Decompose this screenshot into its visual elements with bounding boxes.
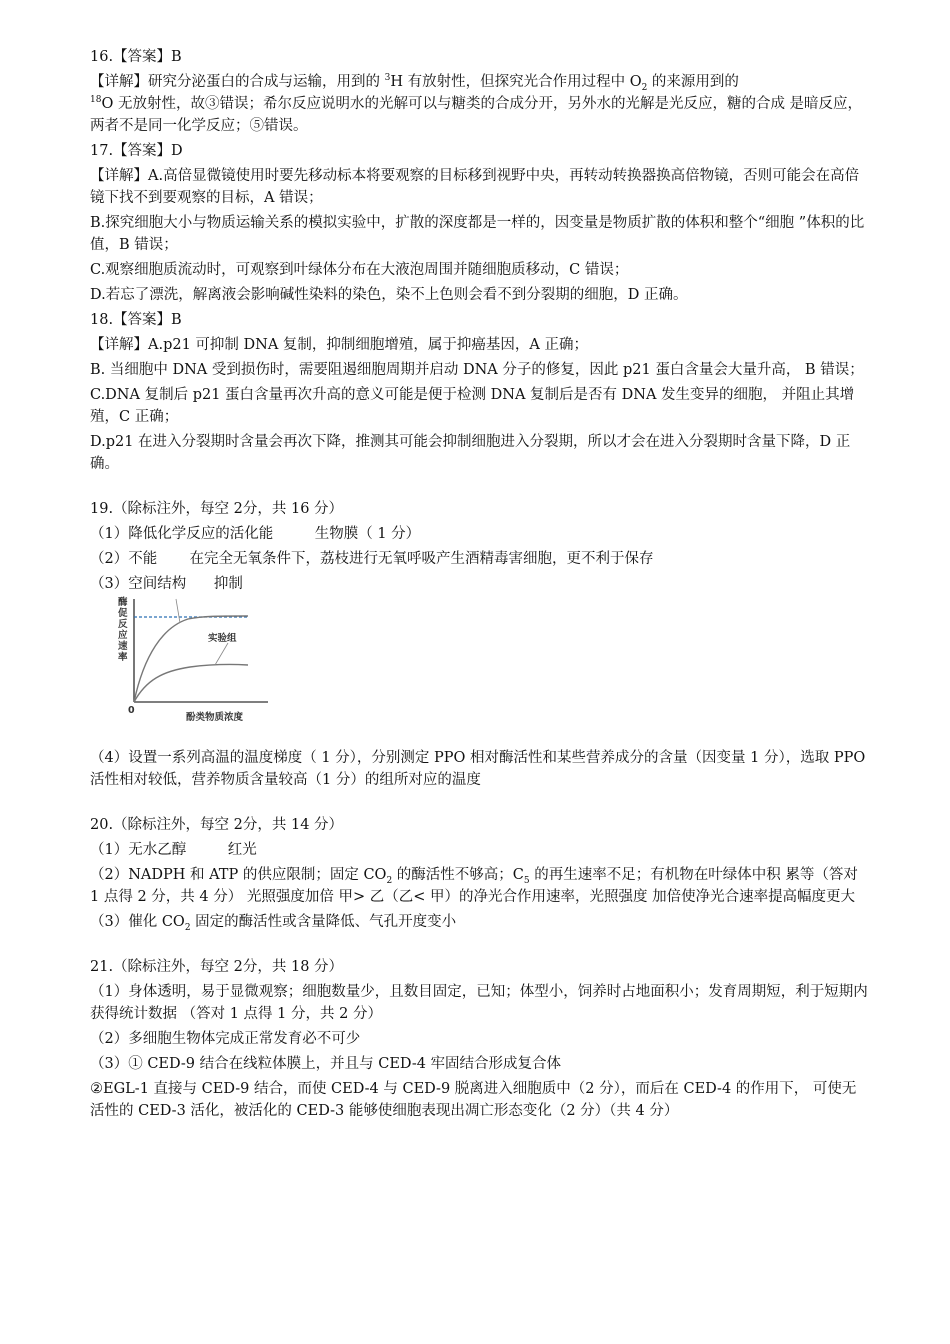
q21-line-1: （1）身体透明，易于显微观察；细胞数量少，且数目固定，已知；体型小，饲养时占地面积小；发育周期短，利于短期内获得统计数据 （答对 1 点得 1 分，共 2 分） xyxy=(90,984,868,1022)
q18-detail-b: B. 当细胞中 DNA 受到损伤时，需要阻遏细胞周期并启动 DNA 分子的修复，因此 p21 蛋白含量会大量升高， B 错误； xyxy=(90,362,864,378)
origin-label: 0 xyxy=(128,705,135,716)
q19-line-2: （2）不能 在完全无氧条件下，荔枝进行无氧呼吸产生酒精毒害细胞，更不利于保存 xyxy=(90,551,654,567)
q19-header: 19.（除标注外，每空 2分，共 16 分） xyxy=(90,501,344,517)
q20-header: 20.（除标注外，每空 2分，共 14 分） xyxy=(90,817,344,833)
experimental-curve xyxy=(134,664,248,702)
x-axis-label: 酚类物质浓度 xyxy=(186,712,244,723)
q18-detail-d: D.p21 在进入分裂期时含量会再次下降，推测其可能会抑制细胞进入分裂期，所以才会在进入分裂期时含量下降，D 正确。 xyxy=(90,434,851,472)
q18-detail-c: C.DNA 复制后 p21 蛋白含量再次升高的意义可能是便于检测 DNA 复制后是否有 DNA 发生变异的细胞， 并阻止其增殖，C 正确； xyxy=(90,387,855,425)
q21-line-2: （2）多细胞生物体完成正常发育必不可少 xyxy=(90,1031,361,1047)
q17-detail-b: B.探究细胞大小与物质运输关系的模拟实验中，扩散的深度都是一样的，因变量是物质扩散的体积和整个“细胞 ”体积的比值，B 错误； xyxy=(90,215,865,253)
q20-line-3: （3）催化 $CO_2$ 固定的酶活性或含量降低、气孔开度变小 xyxy=(90,914,457,933)
q17-detail-c: C.观察细胞质流动时，可观察到叶绿体分布在大液泡周围并随细胞质移动，C 错误； xyxy=(90,262,629,278)
q17-detail-a: 【详解】A.高倍显微镜使用时要先移动标本将要观察的目标移到视野中央，再转动转换器换高倍物镜，否则可能会在高倍镜下找不到要观察的目标，A 错误； xyxy=(90,168,860,206)
q18-detail-a: 【详解】A.p21 可抑制 DNA 复制，抑制细胞增殖，属于抑癌基因，A 正确； xyxy=(90,337,589,353)
q18-answer: 18.【答案】B xyxy=(90,312,182,328)
q19-line-1: （1）降低化学反应的活化能 生物膜（ 1 分） xyxy=(90,526,421,542)
q21-header: 21.（除标注外，每空 2分，共 18 分） xyxy=(90,959,344,975)
q21-line-3: （3）① CED-9 结合在线粒体膜上，并且与 CED-4 牢固结合形成复合体 xyxy=(90,1056,562,1072)
q19-line-3: （3）空间结构 抑制 xyxy=(90,576,243,592)
y-axis-label: 酶促反应速率 xyxy=(118,597,128,663)
experimental-label: 实验组 xyxy=(208,633,237,644)
enzyme-rate-chart xyxy=(118,595,278,725)
q17-answer: 17.【答案】D xyxy=(90,143,183,159)
q16-detail: 【详解】研究分泌蛋白的合成与运输，用到的 $^3$H 有放射性，但探究光合作用过程中 $O_2$ 的来源用到的 $^{18}$O 无放射性，故③错误；希尔反应说明水的光解可以与糖类的合成分开，另外水的光解是光反应，糖的合成 是暗反应，两者不是同一化学反应；⑤错误。 xyxy=(90,73,863,134)
q16-answer: 16.【答案】B xyxy=(90,49,182,65)
q20-line-1: （1）无水乙醇 红光 xyxy=(90,842,257,858)
q21-line-4: ②EGL-1 直接与 CED-9 结合，而使 CED-4 与 CED-9 脱离进入细胞质中（2 分），而后在 CED-4 的作用下， 可使无活性的 CED-3 活化，被活化的 CED-3 能够使细胞表现出凋亡形态变化（2 分）（共 4 分） xyxy=(90,1081,857,1119)
q20-line-2: （2）NADPH 和 ATP 的供应限制；固定 $CO_2$ 的酶活性不够高；$C_5$ 的再生速率不足；有机物在叶绿体中积 累等（答对 1 点得 2 分，共 4 分） 光照强度加倍 甲> 乙（乙< 甲）的净光合作用速率，光照强度 加倍使净光合速率提高幅度更大 xyxy=(90,867,858,905)
q17-detail-d: D.若忘了漂洗，解离液会影响碱性染料的染色，染不上色则会看不到分裂期的细胞，D 正确。 xyxy=(90,287,688,303)
control-curve xyxy=(134,616,248,702)
q19-line-4: （4）设置一系列高温的温度梯度（ 1 分），分别测定 PPO 相对酶活性和某些营养成分的含量（因变量 1 分），选取 PPO 活性相对较低，营养物质含量较高（1 分）的组所对应的温度 xyxy=(90,750,866,788)
answer-page xyxy=(90,46,870,1125)
